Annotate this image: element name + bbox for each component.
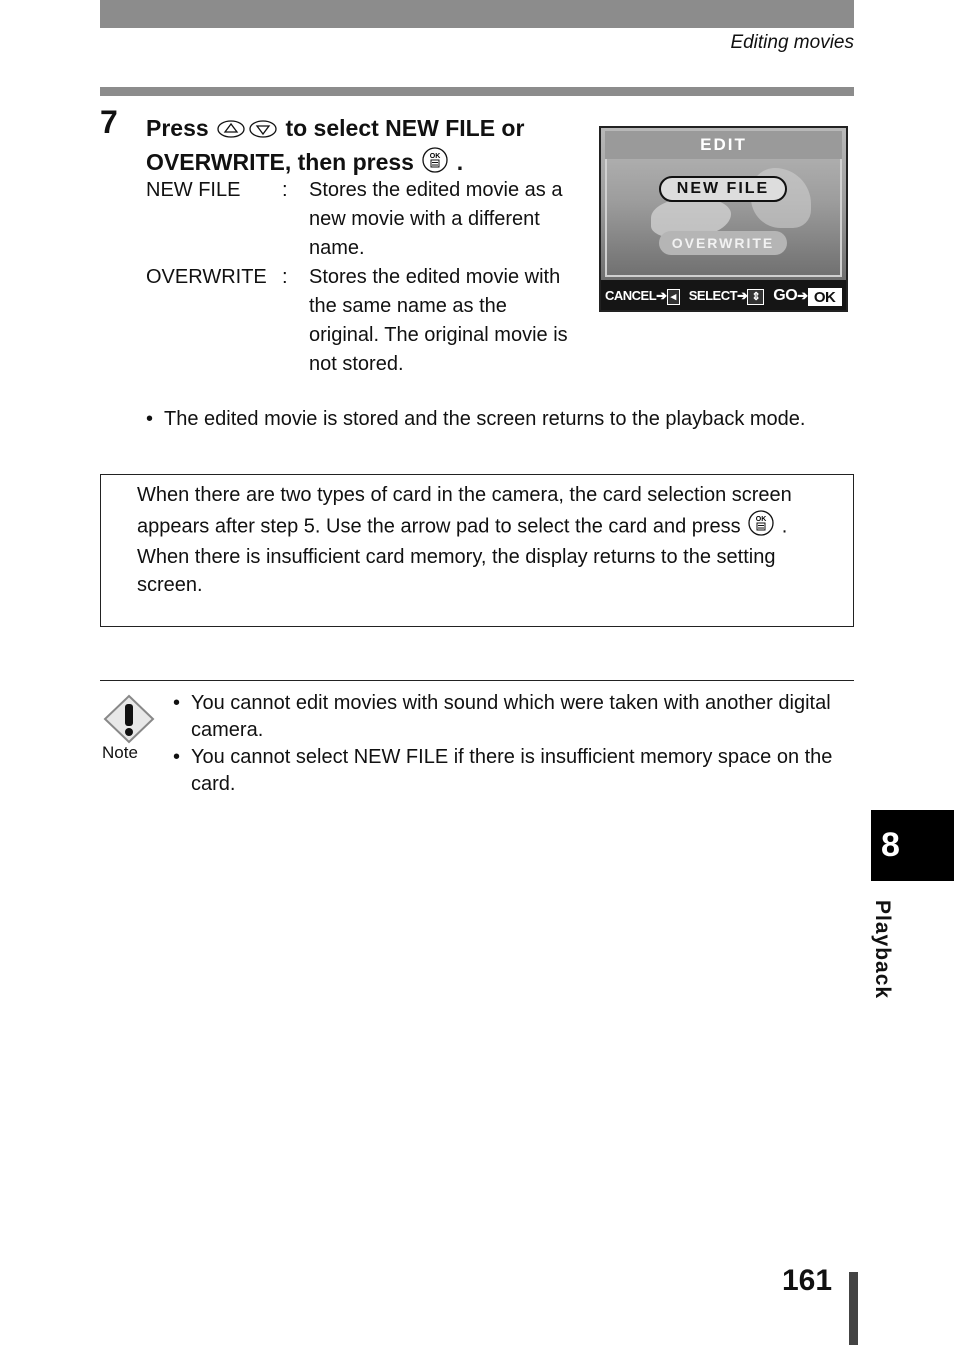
footer-ok-key: OK bbox=[808, 288, 842, 306]
section-title: Editing movies bbox=[730, 32, 854, 53]
note-item bbox=[173, 690, 853, 744]
term: NEW FILE bbox=[146, 179, 241, 201]
note-label: Note bbox=[102, 743, 138, 762]
footer-select-label: SELECT bbox=[688, 288, 738, 303]
lcd-title: EDIT bbox=[605, 131, 842, 159]
note-rule bbox=[100, 680, 854, 681]
heading-middle: to select NEW FILE or bbox=[285, 115, 525, 141]
bullet-dot: • bbox=[173, 746, 181, 768]
left-key-icon: ◂ bbox=[667, 289, 680, 305]
updown-key-icon: ⇕ bbox=[747, 289, 764, 305]
colon: : bbox=[282, 179, 288, 201]
heading-end: . bbox=[456, 148, 464, 175]
bullet-text: The edited movie is stored and the screen returns to the playback mode. bbox=[164, 408, 806, 430]
lcd-option-overwrite: OVERWRITE bbox=[659, 231, 787, 255]
info-text-2: When there is insufficient card memory, the display returns to the setting screen. bbox=[137, 546, 776, 596]
lcd-footer bbox=[601, 280, 848, 312]
ok-button-icon bbox=[748, 510, 774, 545]
footer-go-label: GO bbox=[773, 287, 798, 304]
step-number: 7 bbox=[100, 104, 118, 140]
down-arrow-button-icon bbox=[249, 114, 277, 146]
term: OVERWRITE bbox=[146, 266, 267, 288]
warning-diamond-icon bbox=[103, 694, 155, 749]
page-number: 161 bbox=[782, 1264, 833, 1297]
result-bullet bbox=[146, 406, 826, 433]
svg-text:OK: OK bbox=[430, 152, 441, 160]
lcd-option-new-file: NEW FILE bbox=[659, 176, 787, 202]
note-text: You cannot select NEW FILE if there is insufficient memory space on the card. bbox=[191, 746, 833, 795]
header-rule bbox=[100, 87, 854, 96]
page-number-bar bbox=[849, 1272, 858, 1345]
definition-overwrite bbox=[146, 263, 576, 379]
description: Stores the edited movie as a new movie with a different name. bbox=[309, 179, 563, 259]
up-arrow-button-icon bbox=[217, 114, 245, 146]
note-text: You cannot edit movies with sound which were taken with another digital camera. bbox=[191, 692, 831, 741]
chapter-tab: 8 bbox=[871, 810, 954, 881]
description: Stores the edited movie with the same name as the original. The original movie is not stored. bbox=[309, 266, 568, 375]
note-list bbox=[173, 690, 853, 798]
footer-cancel-label: CANCEL bbox=[605, 288, 657, 303]
info-text-1: When there are two types of card in the camera, the card selection screen appears after step 5. Use the arrow pad to select the card and press bbox=[137, 484, 792, 538]
step-heading bbox=[146, 112, 586, 181]
option-definitions bbox=[146, 176, 576, 379]
bullet-dot: • bbox=[173, 692, 181, 714]
chapter-label: Playback bbox=[871, 900, 894, 1000]
arrow-right-icon: ➔ bbox=[737, 288, 748, 303]
camera-lcd-screenshot bbox=[599, 126, 848, 312]
bullet-dot: • bbox=[146, 408, 154, 430]
heading-line2: OVERWRITE, then press bbox=[146, 148, 414, 175]
arrow-right-icon: ➔ bbox=[656, 288, 667, 303]
info-box bbox=[100, 474, 854, 627]
arrow-right-icon: ➔ bbox=[797, 288, 808, 303]
info-text-1-end: . bbox=[781, 515, 788, 538]
colon: : bbox=[282, 266, 288, 288]
heading-press: Press bbox=[146, 115, 209, 141]
note-item bbox=[173, 744, 853, 798]
top-gray-bar bbox=[100, 0, 854, 28]
definition-new-file bbox=[146, 176, 576, 263]
svg-text:OK: OK bbox=[755, 515, 767, 523]
